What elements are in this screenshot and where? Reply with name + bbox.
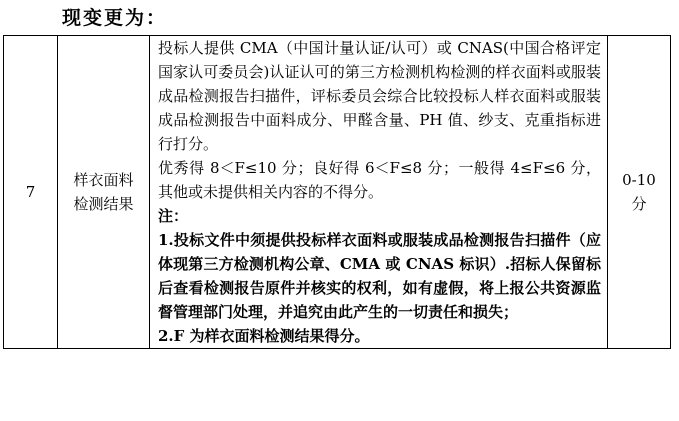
note-title: 注： <box>158 207 189 225</box>
score-range-cell <box>608 36 671 349</box>
item-name: 样衣面料检测结果 <box>73 171 134 213</box>
score-range: 0-10分 <box>622 171 656 213</box>
criteria-description: 投标人提供 CMA（中国计量认证/认可）或 CNAS(中国合格评定国家认可委员会)认证认可的第三方检测机构检测的样衣面料或服装成品检测报告扫描件，评标委员会综合比较投标人样衣面料或服装成品检测报告中面料成分、甲醛含量、PH 值、纱支、克重指标进行打分。 <box>158 39 601 153</box>
note-item-2: 2.F 为样衣面料检测结果得分。 <box>158 327 370 345</box>
page-heading: 现变更为： <box>62 7 168 29</box>
grading-rule: 优秀得 8＜F≤10 分；良好得 6＜F≤8 分；一般得 4≤F≤6 分，其他或未提供相关内容的不得分。 <box>158 159 601 201</box>
row-number-cell <box>4 36 58 349</box>
scoring-table <box>3 35 671 349</box>
item-name-cell <box>58 36 150 349</box>
table-row <box>4 36 671 349</box>
criteria-description-cell <box>150 36 608 349</box>
note-item-1: 1.投标文件中须提供投标样衣面料或服装成品检测报告扫描件（应体现第三方检测机构公章、CMA 或 CNAS 标识）.招标人保留标后查看检测报告原件并核实的权利，如有虚假，将上报公共资源监督管理部门处理，并追究由此产生的一切责任和损失； <box>158 231 601 321</box>
row-number: 7 <box>25 183 36 201</box>
